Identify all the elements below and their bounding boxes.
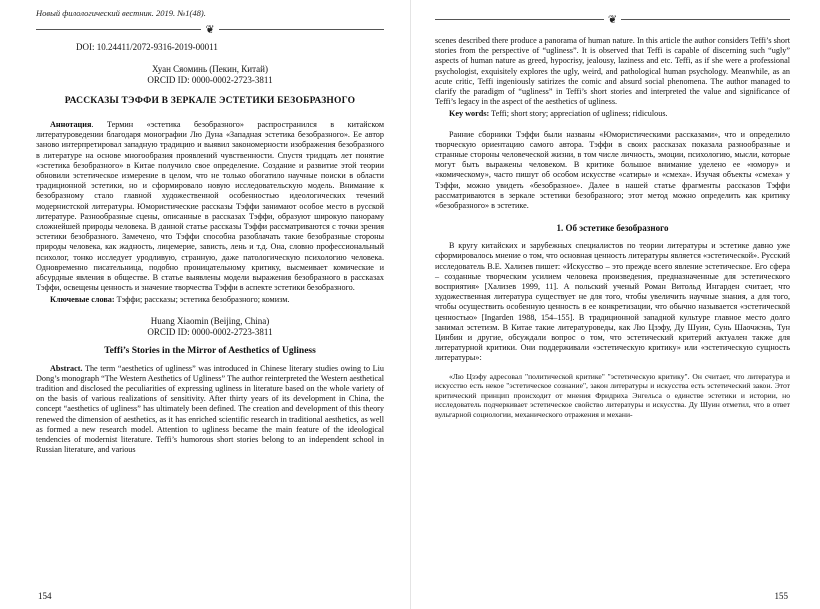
abstract-ru (36, 120, 384, 293)
intro-paragraph: Ранние сборники Тэффи были названы «Юмористическими рассказами», что и определило творческую ориентацию самого автора. Тэффи в своих рассказах показала разнообразные и странные стороны человеческой жизни, в том числе личность, эмоции, психологию, мысли, которые могут быть выражены человеком. В критике большое внимание уделено ее «юмору» и «комическому», часто пишут об особом искусстве «сатиры» и «смеха». Изучая объекты «смеха» у Тэффи, можно увидеть «безобразное». Далее в нашей статье фрагменты рассказов Тэффи рассматриваются в зеркале эстетики безобразного; этот метод можно определить как критику «безобразного» в эстетике. (435, 129, 790, 211)
quote-paragraph: «Лю Цзэфу адресовал "политической критике" "эстетическую критику". Он считает, что литература и искусство есть некое "эстетическое сознание", закон литературы и искусства есть эстетический закон. Этот критический принцип происходит от мнения Фридриха Энгельса о единстве эстетики и истории, но исследователь подчеркивает эстетическое свойство литературы и искусства. Ду Шуин отметил, что в ответ вульгарной социологии, механического отражения и механи- (435, 371, 790, 420)
page-number-left: 154 (38, 591, 52, 601)
keywords-en (435, 109, 790, 119)
author-name-en: Huang Xiaomin (Beijing, China) (150, 315, 270, 326)
page-number-right: 155 (774, 591, 788, 601)
author-name-ru: Хуан Сяоминь (Пекин, Китай) (152, 64, 268, 74)
abstract-en-continued: scenes described there produce a panorama of human nature. In this article the author considers Teffi’s short stories from the perspective of “ugliness”. It is observed that Teffi is capable of discerning such “ugly” aspects of human nature as greed, hypocrisy, jealousy, laziness and etc. Teffi, as if she were a professional psychologist, exquisitely explores the ugly, weird, and pathological human psychology. Meanwhile, as an acute critic, Teffi ingeniously satirizes the comic and absurd social phenomena. The author managed to clarify the paradigm of “ugliness” in Teffi’s short stories and interpreted the value and significance of Teffi’s legacy in the aspect of the aesthetics of ugliness. (435, 36, 790, 107)
doi-line: DOI: 10.24411/2072-9316-2019-00011 (76, 42, 218, 52)
author-block-ru (36, 64, 384, 86)
abstract-text-ru: . Термин «эстетика безобразного» распространился в китайском литературоведении благодаря монографии Лю Дуна «Западная эстетика безобразного». Ее автор заново интерпретировал западную традицию и выявил закономерности изображения безобразного в литературе на основе многообразия проявлений чувственности. Спустя тридцать лет понятие «эстетика безобразного» в Китае получило свое определение. Создание и развитие этой теории обновили эстетическое измерение в целом, что не только обогатило научные поиски в области традиционной эстетики, но и сформировало новую исследовательскую модель. Внимание к безобразному стало главной художественной особенностью идеологических течений модернистской литературы. Юмористические рассказы Тэффи занимают особое место в русской литературе. Разнообразные сцены, описанные в рассказах Тэффи, образуют широкую панораму сложнейшей природы человека. В данной статье рассказы Тэффи рассматриваются с точки зрения эстетики безобразного. Замечено, что Тэффи способна разоблачать такие безобразные стороны природы человека, как жадность, лицемерие, зависть, лень и т.д. Она, словно профессиональный психолог, тонко исследует уродливую, странную, даже патологическую психологию человека. Одновременно писательница, подобно проницательному критику, высмеивает комические и абсурдные явления в обществе. В статье выявлены модели выражения безобразного в рассказах Тэффи, освещены ценность и значение творчества Тэффи в аспекте эстетики безобразного. (36, 120, 384, 293)
author-block-en (36, 316, 384, 338)
header-ornament-right (435, 12, 790, 26)
article-title-ru: РАССКАЗЫ ТЭФФИ В ЗЕРКАЛЕ ЭСТЕТИКИ БЕЗОБРАЗНОГО (64, 96, 356, 106)
keywords-text-en: Teffi; short story; appreciation of ugliness; ridiculous. (489, 109, 668, 119)
fleuron-icon: ❦ (205, 22, 215, 36)
right-page (410, 0, 820, 609)
abstract-en (36, 364, 384, 456)
ornament-line-right (621, 19, 790, 20)
abstract-label-en: Abstract. (50, 363, 83, 373)
keywords-ru (36, 295, 384, 305)
keywords-label-en: Key words: (449, 109, 490, 119)
journal-header: Новый филологический вестник. 2019. №1(48). (36, 8, 206, 18)
ornament-line-left (36, 29, 201, 30)
orcid-ru: ORCID ID: 0000-0002-2723-3811 (147, 75, 273, 85)
keywords-label-ru: Ключевые слова: (50, 295, 115, 305)
orcid-en: ORCID ID: 0000-0002-2723-3811 (147, 326, 273, 337)
header-ornament (36, 22, 384, 36)
keywords-text-ru: Тэффи; рассказы; эстетика безобразного; комизм. (114, 295, 290, 305)
fleuron-icon: ❦ (607, 12, 618, 26)
article-title-en: Teffi’s Stories in the Mirror of Aesthetics of Ugliness (104, 345, 316, 356)
section-paragraph: В кругу китайских и зарубежных специалистов по теории литературы и эстетике давно уже сформировалось мнение о том, что основная ценность литературы является «эстетической». Русский исследователь В.Е. Хализев пишет: «Искусство – это прежде всего явление эстетическое. Его сфера – созданные творческим усилием человека произведения, предназначенные для эстетического восприятия» [Хализев 1999, 11]. А польский ученый Роман Витольд Ингарден считает, что художественная литература существует не для того, чтобы увеличить научные знания, а для того, чтобы осуществить особенную ценность в ее конкретизации, что обычно называется «эстетической ценностью» [Ingarden 1988, 154–155]. В традиционной западной культуре главное место долго занимал эстетизм. В Китае такие литературоведы, как Лю Цзэфу, Ду Шуин, Сунь Шаочжэнь, Тун Цинбин и другие, обсуждали вопрос о том, что эстетический критерий актуален также для литературной критики. Они поддерживали «эстетическую критику» или «эстетическую сущность литературы»: (435, 241, 790, 363)
abstract-label-ru: Аннотация (50, 120, 92, 129)
section-title: 1. Об эстетике безобразного (556, 223, 669, 234)
abstract-text-en: The term “aesthetics of ugliness” was introduced in Chinese literary studies owing to Liu Dong’s monograph “The Western Aesthetics of Ugliness” The author reinterpreted the Western aesthetical tradition and disclosed the peculiarities of expressing ugliness in literature based on the whole variety of on the basis of various realizations of sensitivity. After thirty years of its development in China, the concept “aesthetics of ugliness” has ultimately been defined. The creation and development of this theory renewed the dimension of aesthetics, as it has enriched scientific research in traditional aesthetics, as well as formed a new research model. Attention to ugliness became the main feature of the ideological tendencies of modernist literature. Teffi’s humorous short stories belong to an independent school in Russian literature, and various (36, 363, 384, 455)
ornament-line-right (219, 29, 384, 30)
ornament-line-left (435, 19, 604, 20)
